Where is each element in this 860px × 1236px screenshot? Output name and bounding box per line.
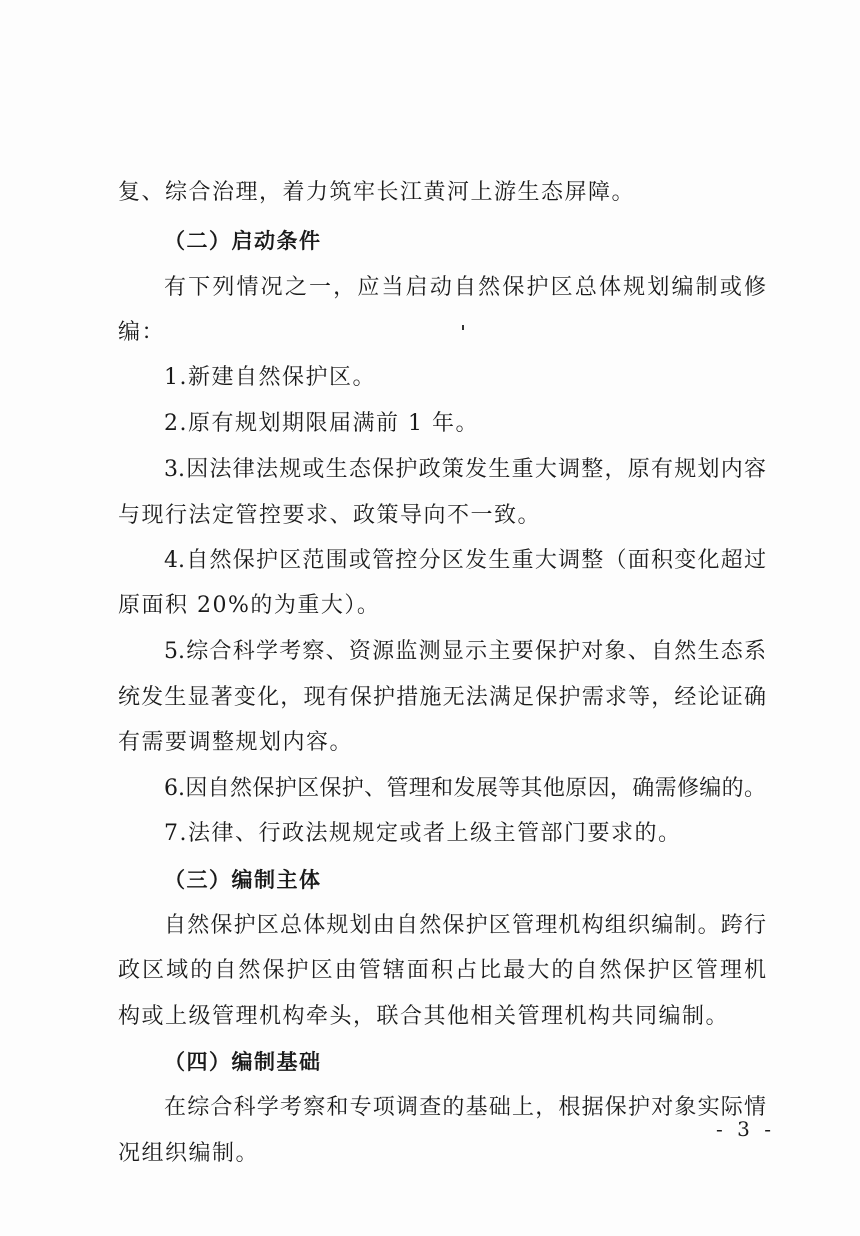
list-item: 6.因自然保护区保护、管理和发展等其他原因，确需修编的。 <box>164 776 766 801</box>
text-line: 有需要调整规划内容。 <box>118 730 354 755</box>
list-item: 3.因法律法规或生态保护政策发生重大调整，原有规划内容 <box>164 457 766 482</box>
page-number: - 3 - <box>716 1117 775 1141</box>
text-line: 在综合科学考察和专项调查的基础上，根据保护对象实际情 <box>164 1095 766 1120</box>
list-item: 2.原有规划期限届满前 1 年。 <box>164 411 479 436</box>
list-item: 5.综合科学考察、资源监测显示主要保护对象、自然生态系 <box>164 639 766 664</box>
text-line: 有下列情况之一，应当启动自然保护区总体规划编制或修 <box>164 275 766 300</box>
text-line: 复、综合治理，着力筑牢长江黄河上游生态屏障。 <box>118 180 636 205</box>
section-heading: （四）编制基础 <box>164 1050 322 1074</box>
text-line: 自然保护区总体规划由自然保护区管理机构组织编制。跨行 <box>164 913 766 938</box>
section-heading: （三）编制主体 <box>164 868 322 892</box>
list-item: 4.自然保护区范围或管控分区发生重大调整（面积变化超过 <box>164 548 766 573</box>
text-line: 与现行法定管控要求、政策导向不一致。 <box>118 503 542 528</box>
text-line: 政区域的自然保护区由管辖面积占比最大的自然保护区管理机 <box>118 958 766 983</box>
list-item: 1.新建自然保护区。 <box>164 365 376 390</box>
text-line: 构或上级管理机构牵头，联合其他相关管理机构共同编制。 <box>118 1004 730 1029</box>
text-line: 统发生显著变化，现有保护措施无法满足保护需求等，经论证确 <box>118 685 766 710</box>
text-line: 编： <box>118 320 166 345</box>
text-line: 原面积 20%的为重大）。 <box>118 593 381 618</box>
text-line: 况组织编制。 <box>118 1141 260 1166</box>
scan-speck <box>462 325 464 330</box>
section-heading: （二）启动条件 <box>164 229 322 253</box>
list-item: 7.法律、行政法规规定或者上级主管部门要求的。 <box>164 821 682 846</box>
